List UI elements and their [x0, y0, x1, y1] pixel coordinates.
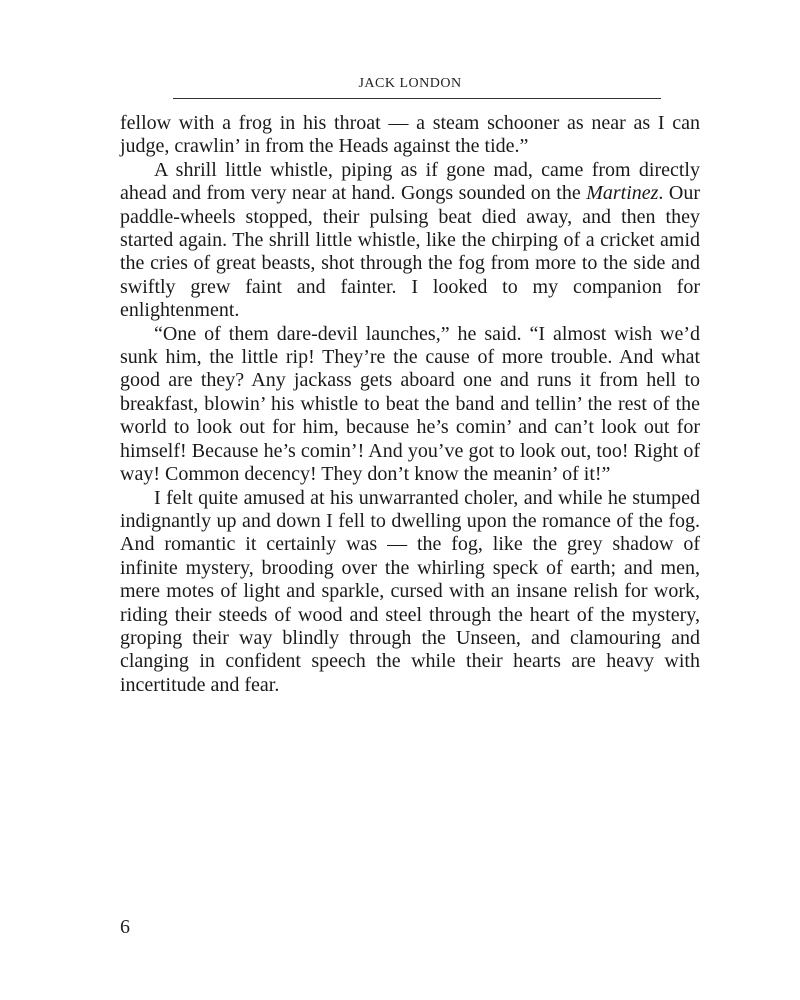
paragraph-1: fellow with a frog in his throat — a steam schooner as near as I can judge, crawlin’ in from the Heads against the tide.”	[120, 112, 700, 158]
paragraph-2-text-after: . Our paddle-wheels stopped, their pulsing beat died away, and then they started again. The shrill little whistle, like the chirping of a cricket amid the cries of great beasts, shot through the fog from more to the side and swiftly grew faint and fainter. I looked to my companion for enlightenment.	[120, 182, 701, 322]
body-text	[120, 112, 700, 697]
running-head: JACK LONDON	[358, 76, 462, 91]
paragraph-4: I felt quite amused at his unwarranted choler, and while he stumped indignantly up and down I fell to dwelling upon the romance of the fog. And romantic it certainly was — the fog, like the grey shadow of infinite mystery, brooding over the whirling speck of earth; and men, mere motes of light and sparkle, cursed with an insane relish for work, riding their steeds of wood and steel through the heart of the mystery, groping their way blindly through the Unseen, and clamouring and clanging in confident speech the while their hearts are heavy with incertitude and fear.	[120, 486, 700, 696]
paragraph-2-text-before: A shrill little whistle, piping as if gone mad, came from directly ahead and from very near at hand. Gongs sounded on the	[120, 158, 700, 205]
header-rule	[173, 98, 661, 99]
ship-name-martinez: Martinez	[586, 182, 659, 205]
paragraph-3: “One of them dare-devil launches,” he said. “I almost wish we’d sunk him, the little rip! They’re the cause of more trouble. And what good are they? Any jackass gets aboard one and runs it from hell to breakfast, blowin’ his whistle to beat the band and tellin’ the rest of the world to look out for him, because he’s comin’ and can’t look out for himself! Because he’s comin’! And you’ve got to look out, too! Right of way! Common decency! They don’t know the meanin’ of it!”	[120, 322, 700, 486]
paragraph-2	[120, 159, 700, 323]
page-number: 6	[120, 916, 130, 938]
